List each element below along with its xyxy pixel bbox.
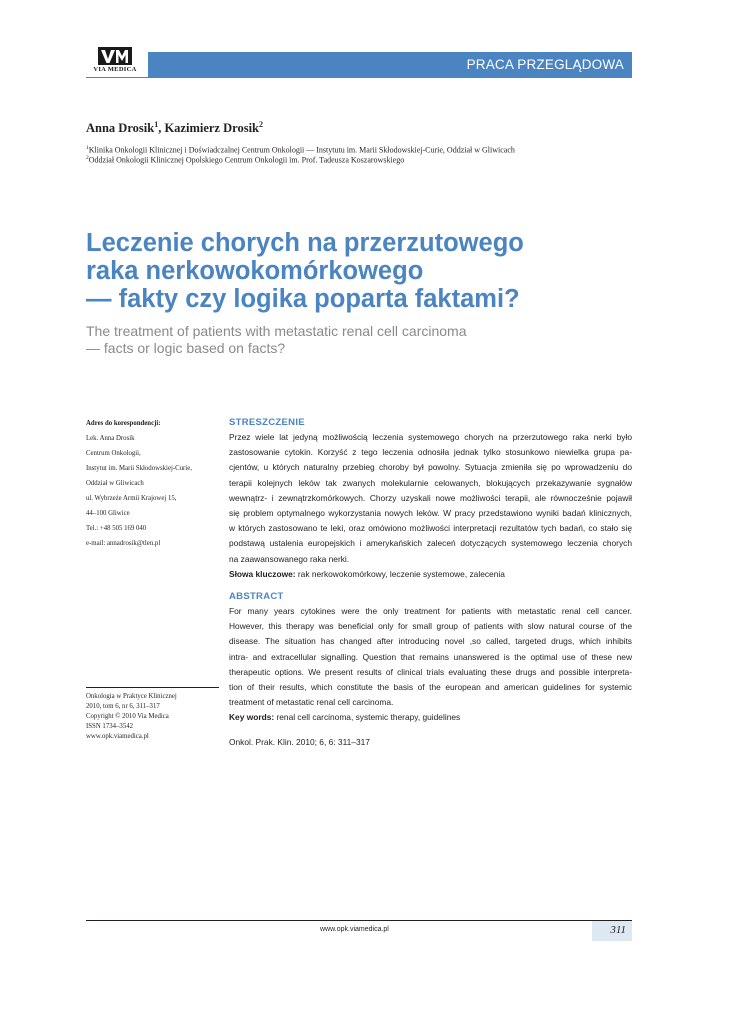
via-medica-logo-icon: [94, 47, 136, 65]
streszczenie-line: Przez wiele lat jedyną możliwością leczenia systemowego chorych na przerzutowego raka nerki było: [229, 432, 632, 442]
correspondence-line: Instytut im. Marii Skłodowskiej-Curie,: [86, 465, 192, 472]
journal-info-line: Onkologia w Praktyce Klinicznej: [86, 693, 177, 700]
streszczenie-line: terapii kolejnych leków tak zwanych molekularnie celowanych, blokujących przekazywanie sygnałów: [229, 477, 632, 488]
english-title-line: The treatment of patients with metastatic renal cell carcinoma: [86, 323, 467, 339]
author-list: [86, 120, 263, 136]
abstract-line: For many years cytokines were the only treatment for patients with metastatic renal cell cancer.: [229, 606, 632, 616]
streszczenie-body: [229, 430, 632, 582]
abstract-heading: ABSTRACT: [229, 591, 284, 602]
article-title: [86, 229, 646, 313]
logo-text: VIA MEDICA: [93, 66, 137, 73]
correspondence-line: Oddział w Gliwicach: [86, 480, 144, 487]
abstract-keywords: [229, 710, 632, 725]
abstract-line: However, this therapy was beneficial only for small group of patients with slow natural course of the: [229, 621, 632, 632]
keywords-label: Key words:: [229, 712, 275, 723]
affiliation-text: Klinika Onkologii Klinicznej i Doświadczalnej Centrum Onkologii — Instytutu im. Marii Skłodowskiej-Curie, Oddział w Gliwicach: [88, 145, 515, 155]
streszczenie-line: na zaawansowanego raka nerki.: [229, 553, 350, 564]
affiliation-text: Oddział Onkologii Klinicznej Opolskiego Centrum Onkologii im. Prof. Tadeusza Koszarowskiego: [88, 155, 405, 165]
streszczenie-line: się problem optymalnego wykorzystania nowych leków. W pracy przedstawiono wyniki badań klinicznych,: [229, 507, 632, 518]
streszczenie-line: wewnątrz- i zewnątrzkomórkowych. Chorzy uzyskali nowe możliwości terapii, ale równocześnie pojawił: [229, 492, 632, 503]
abstract-line: disease. The situation has changed after introducing novel ,so called, targeted drugs, which inhibits: [229, 636, 632, 647]
author-name: Anna Drosik: [86, 121, 155, 136]
page-number-box: [592, 921, 632, 941]
streszczenie-heading: STRESZCZENIE: [229, 417, 305, 428]
keywords-label: Słowa kluczowe:: [229, 568, 296, 579]
footer-rule: [86, 920, 632, 921]
footer-url[interactable]: www.opk.viamedica.pl: [320, 926, 389, 933]
journal-info-line: 2010, tom 6, nr 6, 311–317: [86, 703, 160, 710]
streszczenie-line: zastosowanie cytokin. Korzyść z tego leczenia odnosiła jednak tylko stosunkowo niewielka grupa pa-: [229, 447, 632, 458]
correspondence-email: e-mail: annadrosik@tlen.pl: [86, 540, 161, 547]
section-header-bar: [148, 52, 632, 77]
correspondence-line: Tel.: +48 505 169 040: [86, 525, 147, 532]
abstract-body: [229, 604, 632, 726]
journal-info-line: Copyright © 2010 Via Medica: [86, 713, 169, 720]
correspondence-line: ul. Wybrzeże Armii Krajowej 15,: [86, 495, 177, 502]
citation: Onkol. Prak. Klin. 2010; 6, 6: 311–317: [229, 737, 370, 747]
correspondence-line: 44–100 Gliwice: [86, 510, 130, 517]
abstract-line: tion of their results, which constitute the basis of the european and american guidelines for systemic: [229, 681, 632, 692]
title-line: raka nerkowokomórkowego: [86, 257, 424, 285]
journal-info-url: www.opk.viamedica.pl: [86, 733, 149, 740]
title-line: — fakty czy logika poparta faktami?: [86, 285, 520, 313]
keywords-text: renal cell carcinoma, systemic therapy, guidelines: [274, 712, 461, 723]
streszczenie-line: w których zastosowano te leki, oraz omówiono możliwości interpretacji rezultatów tych badań, co stało się: [229, 523, 632, 534]
author-name: Kazimierz Drosik: [164, 121, 259, 136]
journal-info: [86, 692, 221, 742]
streszczenie-line: cjentów, u których naturalny przebieg choroby był powolny. Sytuacja zmieniła się po wprowadzeniu do: [229, 462, 632, 473]
correspondence-line: Lek. Anna Drosik: [86, 435, 135, 442]
english-title-line: — facts or logic based on facts?: [86, 340, 286, 356]
correspondence-heading: Adres do korespondencji:: [86, 420, 161, 427]
affiliation-mark: 2: [86, 155, 89, 161]
page-number: 311: [610, 924, 626, 936]
correspondence-block: [86, 416, 221, 551]
abstract-line: intra- and extracellular signalling. Question that remains unanswered is the optimal use of these new: [229, 651, 632, 662]
english-title: [86, 323, 646, 357]
author-affiliation-mark: 2: [259, 120, 263, 129]
journal-info-line: ISSN 1734–3542: [86, 723, 134, 730]
affiliation: [86, 153, 404, 166]
streszczenie-line: podstawą ustalenia europejskich i amerykańskich zaleceń dotyczących systemowego leczenia chorych: [229, 538, 632, 549]
author-separator: ,: [158, 121, 165, 136]
title-line: Leczenie chorych na przerzutowego: [86, 229, 524, 257]
streszczenie-keywords: [229, 567, 632, 582]
affiliation-mark: 1: [86, 145, 89, 151]
journal-info-rule: [86, 687, 219, 688]
via-medica-logo: [86, 47, 144, 77]
section-label: PRACA PRZEGLĄDOWA: [466, 57, 624, 72]
author-affiliation-mark: 1: [154, 120, 159, 129]
abstract-line: therapeutic options. We present results of clinical trials evaluating these drugs and possible interpreta-: [229, 666, 632, 677]
correspondence-line: Centrum Onkologii,: [86, 450, 141, 457]
header-rule: [86, 77, 632, 78]
keywords-text: rak nerkowokomórkowy, leczenie systemowe, zalecenia: [295, 568, 505, 579]
abstract-line: treatment of metastatic renal cell carcinoma.: [229, 697, 394, 708]
